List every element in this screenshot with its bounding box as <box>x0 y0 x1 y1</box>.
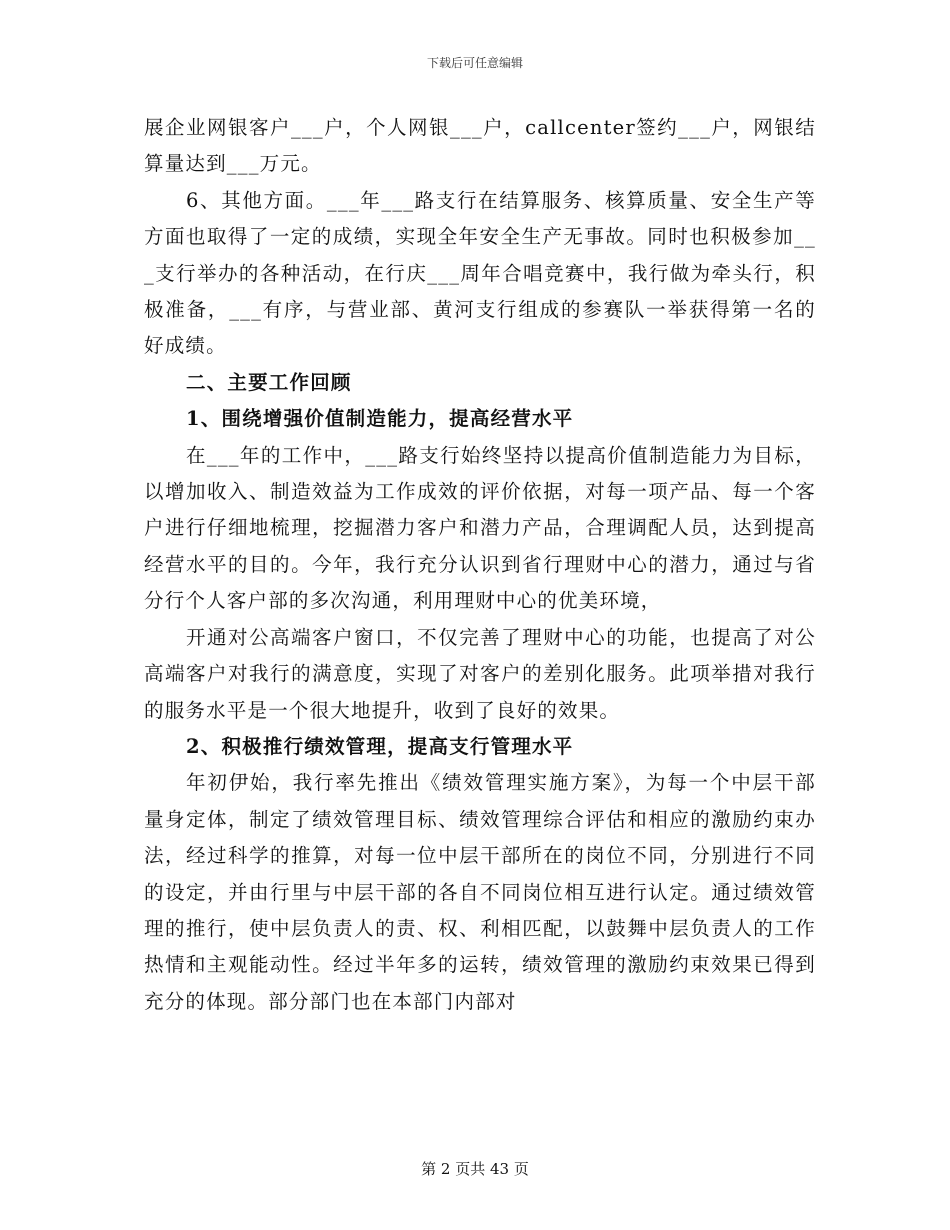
section-heading-review: 二、主要工作回顾 <box>186 370 352 394</box>
page-footer: 第 2 页共 43 页 <box>421 1160 529 1178</box>
subsection-heading-value: 1、围绕增强价值制造能力，提高经营水平 <box>186 407 574 431</box>
paragraph-value-creation: 在___年的工作中，___路支行始终坚持以提高价值制造能力为目标，以增加收入、制造效益为工作成效的评价依据，对每一项产品、每一个客户进行仔细地梳理，挖掘潜力客户和潜力产品，合理调配人员，达到提高经营水平的目的。今年，我行充分认识到省行理财中心的潜力，通过与省分行个人客户部的多次沟通，利用理财中心的优美环境， <box>144 443 816 613</box>
document-body <box>144 110 816 1020</box>
paragraph-other-aspects: 6、其他方面。___年___路支行在结算服务、核算质量、安全生产等方面也取得了一定的成绩，实现全年安全生产无事故。同时也积极参加___支行举办的各种活动，在行庆___周年合唱竞赛中，我行做为牵头行，积极准备，___有序，与营业部、黄河支行组成的参赛队一举获得第一名的好成绩。 <box>144 188 816 358</box>
page-header: 下载后可任意编辑 <box>426 56 523 70</box>
paragraph-continuation: 展企业网银客户___户，个人网银___户，callcenter签约___户，网银结算量达到___万元。 <box>144 116 816 176</box>
paragraph-vip-window: 开通对公高端客户窗口，不仅完善了理财中心的功能，也提高了对公高端客户对我行的满意度，实现了对客户的差别化服务。此项举措对我行的服务水平是一个很大地提升，收到了良好的效果。 <box>144 625 816 722</box>
subsection-heading-performance: 2、积极推行绩效管理，提高支行管理水平 <box>186 734 574 758</box>
paragraph-performance-management: 年初伊始，我行率先推出《绩效管理实施方案》，为每一个中层干部量身定体，制定了绩效管理目标、绩效管理综合评估和相应的激励约束办法，经过科学的推算，对每一位中层干部所在的岗位不同，分别进行不同的设定，并由行里与中层干部的各自不同岗位相互进行认定。通过绩效管理的推行，使中层负责人的责、权、利相匹配，以鼓舞中层负责人的工作热情和主观能动性。经过半年多的运转，绩效管理的激励约束效果已得到充分的体现。部分部门也在本部门内部对 <box>144 771 816 1013</box>
